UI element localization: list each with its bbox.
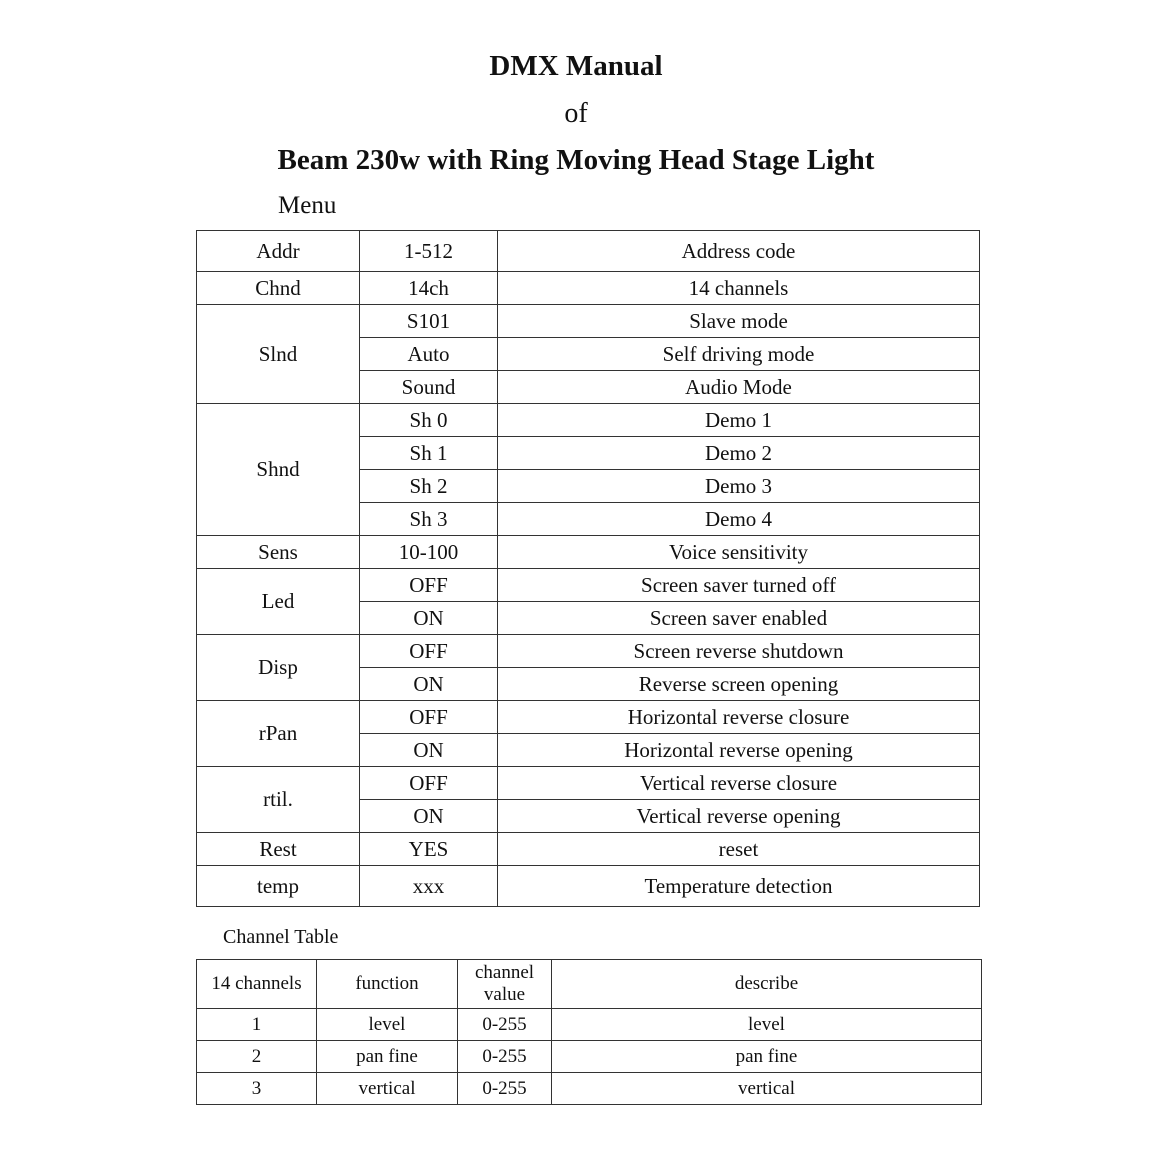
menu-value: 1-512 <box>360 231 498 272</box>
menu-value: Sh 3 <box>360 503 498 536</box>
menu-key: Shnd <box>197 404 360 536</box>
column-header: function <box>317 960 458 1009</box>
menu-description: Vertical reverse closure <box>498 767 980 800</box>
menu-row-temp <box>197 866 980 907</box>
menu-key: rtil. <box>197 767 360 833</box>
menu-key: rPan <box>197 701 360 767</box>
menu-description: Demo 1 <box>498 404 980 437</box>
menu-row-addr <box>197 231 980 272</box>
menu-value: ON <box>360 734 498 767</box>
menu-value: ON <box>360 602 498 635</box>
channel-value: 0-255 <box>458 1073 552 1105</box>
channel-value: 0-255 <box>458 1009 552 1041</box>
menu-description: Screen saver enabled <box>498 602 980 635</box>
menu-description: Address code <box>498 231 980 272</box>
menu-key: Slnd <box>197 305 360 404</box>
channel-row <box>197 1009 982 1041</box>
menu-value: 14ch <box>360 272 498 305</box>
menu-description: Screen reverse shutdown <box>498 635 980 668</box>
menu-value: Auto <box>360 338 498 371</box>
column-header: describe <box>552 960 982 1009</box>
channel-row <box>197 1073 982 1105</box>
channel-function: pan fine <box>317 1041 458 1073</box>
menu-value: 10-100 <box>360 536 498 569</box>
menu-value: Sh 2 <box>360 470 498 503</box>
manual-title: DMX Manual <box>489 50 663 82</box>
channel-number: 2 <box>197 1041 317 1073</box>
channel-header-row <box>197 960 982 1009</box>
menu-row-rtil <box>197 767 980 800</box>
channel-value: 0-255 <box>458 1041 552 1073</box>
menu-row-disp <box>197 635 980 668</box>
menu-value: xxx <box>360 866 498 907</box>
menu-table <box>196 230 980 907</box>
menu-value: ON <box>360 668 498 701</box>
menu-key: temp <box>197 866 360 907</box>
menu-description: Slave mode <box>498 305 980 338</box>
menu-row-shnd <box>197 404 980 437</box>
menu-value: YES <box>360 833 498 866</box>
channel-row <box>197 1041 982 1073</box>
channel-table <box>196 959 982 1105</box>
channel-table-label: Channel Table <box>223 926 339 948</box>
channel-describe: vertical <box>552 1073 982 1105</box>
menu-value: OFF <box>360 635 498 668</box>
menu-description: Reverse screen opening <box>498 668 980 701</box>
menu-description: Demo 3 <box>498 470 980 503</box>
menu-key: Rest <box>197 833 360 866</box>
menu-value: Sh 1 <box>360 437 498 470</box>
menu-row-slnd <box>197 305 980 338</box>
menu-key: Sens <box>197 536 360 569</box>
menu-row-chnd <box>197 272 980 305</box>
menu-row-led <box>197 569 980 602</box>
channel-function: level <box>317 1009 458 1041</box>
column-header: channel value <box>458 960 552 1009</box>
channel-number: 3 <box>197 1073 317 1105</box>
menu-value: Sound <box>360 371 498 404</box>
menu-value: Sh 0 <box>360 404 498 437</box>
menu-value: OFF <box>360 767 498 800</box>
menu-value: OFF <box>360 701 498 734</box>
channel-describe: pan fine <box>552 1041 982 1073</box>
channel-function: vertical <box>317 1073 458 1105</box>
product-title: Beam 230w with Ring Moving Head Stage Light <box>277 144 875 176</box>
menu-key: Disp <box>197 635 360 701</box>
menu-value: ON <box>360 800 498 833</box>
menu-description: Demo 2 <box>498 437 980 470</box>
menu-row-rpan <box>197 701 980 734</box>
menu-row-rest <box>197 833 980 866</box>
menu-description: reset <box>498 833 980 866</box>
menu-row-sens <box>197 536 980 569</box>
menu-description: Audio Mode <box>498 371 980 404</box>
menu-description: Horizontal reverse opening <box>498 734 980 767</box>
menu-section-label: Menu <box>278 192 337 219</box>
column-header: 14 channels <box>197 960 317 1009</box>
channel-number: 1 <box>197 1009 317 1041</box>
menu-description: Self driving mode <box>498 338 980 371</box>
channel-describe: level <box>552 1009 982 1041</box>
title-connector: of <box>564 98 588 129</box>
menu-value: OFF <box>360 569 498 602</box>
menu-key: Led <box>197 569 360 635</box>
menu-key: Chnd <box>197 272 360 305</box>
menu-value: S101 <box>360 305 498 338</box>
menu-description: 14 channels <box>498 272 980 305</box>
menu-description: Horizontal reverse closure <box>498 701 980 734</box>
menu-description: Temperature detection <box>498 866 980 907</box>
menu-description: Screen saver turned off <box>498 569 980 602</box>
menu-description: Demo 4 <box>498 503 980 536</box>
menu-key: Addr <box>197 231 360 272</box>
menu-description: Voice sensitivity <box>498 536 980 569</box>
menu-description: Vertical reverse opening <box>498 800 980 833</box>
